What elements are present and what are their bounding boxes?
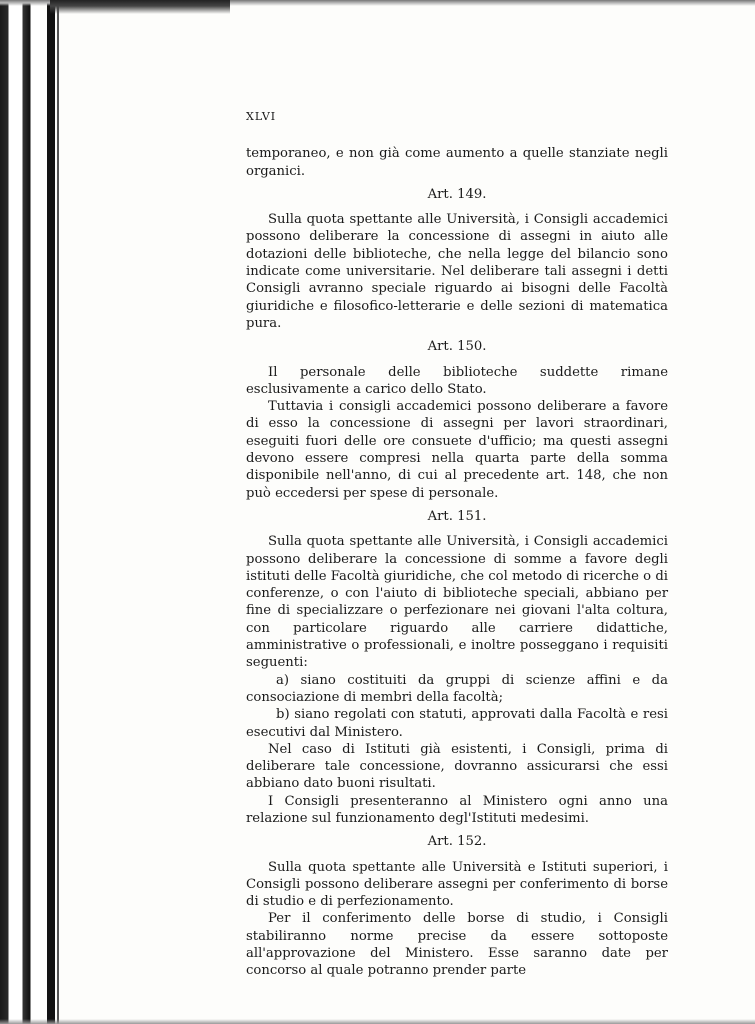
paragraph: Sulla quota spettante alle Università, i Consigli accademici possono deliberare la concessione di somme a favore degli istituti delle Facoltà giuridiche, che col metodo di ricerche o di conferenze, o con l'aiuto di biblioteche speciali, abbiano per fine di specializzare o perfezionare nei giovani l'alta coltura, con particolare riguardo alle carriere didattiche, amministrative o professionali, e inoltre posseggano i requisiti seguenti: xyxy=(246,534,668,671)
list-item: b) siano regolati con statuti, approvati dalla Facoltà e resi esecutivi dal Ministero. xyxy=(246,707,668,740)
paragraph: Sulla quota spettante alle Università e Istituti superiori, i Consigli possono deliberare assegni per conferimento di borse di studio e di perfezionamento. xyxy=(246,859,668,910)
scan-binding-shadow xyxy=(57,0,59,1024)
article-heading: Art. 149. xyxy=(427,186,487,202)
article-heading: Art. 150. xyxy=(427,339,487,355)
paragraph: Tuttavia i consigli accademici possono deliberare a favore di esso la concessione di assegni per lavori straordinari, eseguiti fuori delle ore consuete d'ufficio; ma questi assegni devono essere compresi nella quarta parte della somma disponibile nell'anno, di cui al precedente art. 148, che non può eccedersi per spese di personale. xyxy=(246,399,668,501)
page-number: XLVI xyxy=(246,110,277,123)
paragraph: temporaneo, e non già come aumento a quelle stanziate negli organici. xyxy=(246,146,668,179)
scan-binding-edge xyxy=(0,0,40,1024)
article-heading: Art. 151. xyxy=(427,508,487,524)
paragraph: Per il conferimento delle borse di studio, i Consigli stabiliranno norme precise da essere sottoposte all'approvazione del Ministero. Esse saranno date per concorso al quale potranno prender parte xyxy=(246,911,668,979)
scan-binding-line xyxy=(47,0,55,1024)
paragraph: Sulla quota spettante alle Università, i Consigli accademici possono deliberare la concessione di assegni in aiuto alle dotazioni delle biblioteche, che nella legge del bilancio sono indicate come universitarie. Nel deliberare tali assegni i detti Consigli avranno speciale riguardo ai bisogni delle Facoltà giuridiche e filosofico-letterarie e delle sezioni di matematica pura. xyxy=(246,212,668,331)
paragraph: I Consigli presenteranno al Ministero ogni anno una relazione sul funzionamento degl'Istituti medesimi. xyxy=(246,793,668,826)
list-item: a) siano costituiti da gruppi di scienze affini e da consociazione di membri della facoltà; xyxy=(246,672,668,705)
scan-bottom-edge xyxy=(0,1019,755,1024)
text-blocks xyxy=(246,145,668,979)
paragraph: Nel caso di Istituti già esistenti, i Consigli, prima di deliberare tale concessione, dovranno assicurarsi che essi abbiano dato buoni risultati. xyxy=(246,741,668,792)
article-heading: Art. 152. xyxy=(427,834,487,850)
scan-top-corner xyxy=(50,0,230,14)
page-text xyxy=(246,108,668,980)
paragraph: Il personale delle biblioteche suddette rimane esclusivamente a carico dello Stato. xyxy=(246,364,668,397)
